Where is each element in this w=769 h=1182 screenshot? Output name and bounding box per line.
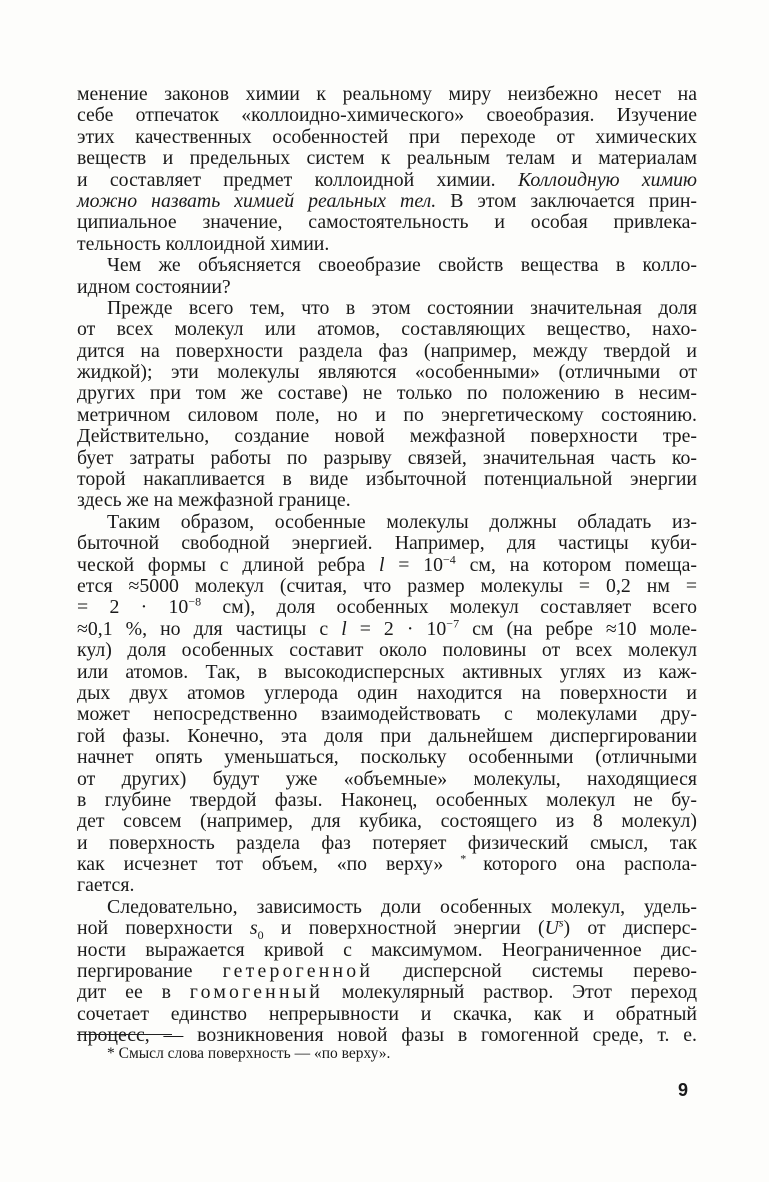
text-segment: гетерогенной xyxy=(222,960,374,983)
text-segment: = 2 · 10 xyxy=(77,596,189,619)
text-segment: можно назвать химией реальных тел. xyxy=(77,189,437,212)
superscript: −8 xyxy=(188,594,202,609)
text-segment: кул) доля особенных составит около половины от всех молекул xyxy=(77,639,697,662)
text-line xyxy=(77,875,697,896)
text-line xyxy=(77,298,697,319)
text-line xyxy=(77,490,697,511)
text-segment: себе отпечаток «коллоидно-химического» своеобразия. Изучение xyxy=(77,104,697,127)
text-line xyxy=(77,683,697,704)
text-line xyxy=(77,148,697,169)
superscript: * xyxy=(443,851,484,866)
text-segment: см), доля особенных молекул составляет всего xyxy=(201,596,697,619)
text-line xyxy=(77,170,697,191)
superscript: s xyxy=(558,915,564,930)
text-segment: которого она распола- xyxy=(483,853,697,876)
text-line xyxy=(77,234,697,255)
text-line xyxy=(77,84,697,105)
text-segment: быточной свободной энергией. Например, для частицы куби- xyxy=(77,532,697,555)
text-segment: метричном силовом поле, но и по энергетическому состоянию. xyxy=(77,403,697,426)
text-segment: s xyxy=(249,917,258,940)
text-line xyxy=(77,512,697,533)
text-line xyxy=(77,533,697,554)
superscript: −4 xyxy=(443,552,456,566)
text-line xyxy=(77,426,697,447)
text-segment: = 10 xyxy=(384,553,443,576)
text-segment: процесс, — возникновения новой фазы в гомогенной среде, т. е. xyxy=(77,1024,697,1047)
text-segment: дет совсем (например, для кубика, состоящего из 8 молекул) xyxy=(77,810,697,833)
text-segment: менение законов химии к реальному миру неизбежно несет на xyxy=(77,83,697,105)
footnote-rule xyxy=(77,1034,172,1035)
text-segment: здесь же на межфазной границе. xyxy=(77,489,351,512)
text-segment: ческой формы с длиной ребра xyxy=(77,553,379,576)
text-line xyxy=(77,726,697,747)
text-segment: U xyxy=(544,917,559,940)
text-segment: и составляет предмет коллоидной химии. xyxy=(77,168,518,191)
text-line xyxy=(77,576,697,597)
text-segment: других при том же составе) не только по положению в несим- xyxy=(77,382,697,405)
text-line xyxy=(77,833,697,854)
page-number: 9 xyxy=(678,1080,689,1100)
text-segment: дит ее в xyxy=(77,981,190,1004)
text-line xyxy=(77,277,697,298)
text-segment: может непосредственно взаимодействовать с молекулами дру- xyxy=(77,703,697,726)
text-segment: идном состоянии? xyxy=(77,275,231,298)
text-segment: ной поверхности xyxy=(77,917,250,940)
text-segment: бует затраты работы по разрыву связей, значительная часть ко- xyxy=(77,446,697,469)
text-segment: l xyxy=(378,553,385,576)
text-line xyxy=(77,940,697,961)
text-line xyxy=(77,662,697,683)
text-segment: Чем же объясняется своеобразие свойств вещества в колло- xyxy=(107,254,697,277)
text-line xyxy=(77,127,697,148)
footnote: * Смысл слова поверхность — «по верху». xyxy=(107,1045,391,1062)
text-line xyxy=(77,1025,697,1046)
text-segment: веществ и предельных систем к реальным телам и материалам xyxy=(77,147,697,170)
text-line xyxy=(77,1004,697,1025)
text-line xyxy=(77,469,697,490)
text-segment: Действительно, создание новой межфазной поверхности тре- xyxy=(77,425,697,448)
text-segment: гается. xyxy=(77,874,135,897)
text-segment: ≈0,1 %, но для частицы с xyxy=(77,617,342,640)
text-segment: как исчезнет тот объем, «по верху» xyxy=(77,853,444,876)
text-segment: тельность коллоидной химии. xyxy=(77,232,330,255)
text-line xyxy=(77,790,697,811)
text-segment: начнет опять уменьшаться, поскольку особенными (отличными xyxy=(77,746,697,769)
text-segment: ципиальное значение, самостоятельность и особая привлека- xyxy=(77,211,697,234)
text-segment: этих качественных особенностей при переходе от химических xyxy=(77,125,697,148)
text-segment: см (на ребре ≈10 моле- xyxy=(459,617,697,640)
text-segment: = 2 · 10 xyxy=(346,617,447,640)
text-line xyxy=(77,594,697,619)
text-line xyxy=(77,255,697,276)
text-segment: ) от дисперс- xyxy=(563,917,698,940)
text-segment: от всех молекул или атомов, составляющих вещество, нахо- xyxy=(77,318,697,341)
text-segment: см, на котором помеща- xyxy=(455,553,698,576)
text-segment: ется ≈5000 молекул (считая, что размер молекулы = 0,2 нм = xyxy=(77,574,697,597)
text-line xyxy=(77,383,697,404)
text-segment: жидкой); эти молекулы являются «особенными» (отличными от xyxy=(77,361,697,384)
text-segment: дых двух атомов углерода один находится на поверхности и xyxy=(77,681,697,704)
text-line xyxy=(77,319,697,340)
text-line xyxy=(77,552,698,576)
text-line xyxy=(77,769,697,790)
text-segment: гомогенный xyxy=(189,981,324,1004)
text-line xyxy=(77,616,697,640)
text-line xyxy=(77,640,697,661)
text-segment: и поверхность раздела фаз потеряет физический смысл, так xyxy=(77,831,697,854)
text-segment: гой фазы. Конечно, эта доля при дальнейшем диспергировании xyxy=(77,724,697,747)
subscript: 0 xyxy=(257,928,264,943)
text-segment: в глубине твердой фазы. Наконец, особенных молекул не бу- xyxy=(77,788,697,811)
text-segment: Прежде всего тем, что в этом состоянии значительная доля xyxy=(107,296,697,319)
superscript: −7 xyxy=(446,616,460,631)
text-line xyxy=(77,747,697,768)
text-line xyxy=(77,341,697,362)
text-segment: и поверхностной энергии ( xyxy=(263,917,545,940)
text-segment: Таким образом, особенные молекулы должны обладать из- xyxy=(107,510,697,533)
text-segment: пергирование xyxy=(77,960,223,983)
text-segment: В этом заключается прин- xyxy=(436,189,697,212)
text-line xyxy=(77,851,697,876)
text-line xyxy=(77,105,697,126)
text-segment: дисперсной системы перево- xyxy=(373,960,697,983)
text-segment: Коллоидную химию xyxy=(517,168,698,191)
text-line xyxy=(77,704,697,725)
main-text xyxy=(77,84,697,1047)
text-line xyxy=(77,191,697,212)
text-segment: Следовательно, зависимость доли особенных молекул, удель- xyxy=(107,895,697,918)
text-segment: торой накапливается в виде избыточной потенциальной энергии xyxy=(77,468,697,491)
text-line xyxy=(77,915,698,943)
text-line xyxy=(77,982,697,1003)
text-line xyxy=(77,212,697,233)
text-segment: молекулярный раствор. Этот переход xyxy=(323,981,698,1004)
text-line xyxy=(77,362,697,383)
text-segment: от других) будут уже «объемные» молекулы, находящиеся xyxy=(77,767,697,790)
text-segment: ности выражается кривой с максимумом. Неограниченное дис- xyxy=(77,938,697,961)
text-line xyxy=(77,961,697,982)
text-line xyxy=(77,897,697,918)
text-line xyxy=(77,405,697,426)
text-segment: или атомов. Так, в высокодисперсных активных углях из каж- xyxy=(77,660,697,683)
text-line xyxy=(77,811,697,832)
text-segment: сочетает единство непрерывности и скачка, как и обратный xyxy=(77,1002,697,1025)
text-segment: дится на поверхности раздела фаз (например, между твердой и xyxy=(77,339,697,362)
text-segment: l xyxy=(341,617,347,640)
text-line xyxy=(77,448,697,469)
